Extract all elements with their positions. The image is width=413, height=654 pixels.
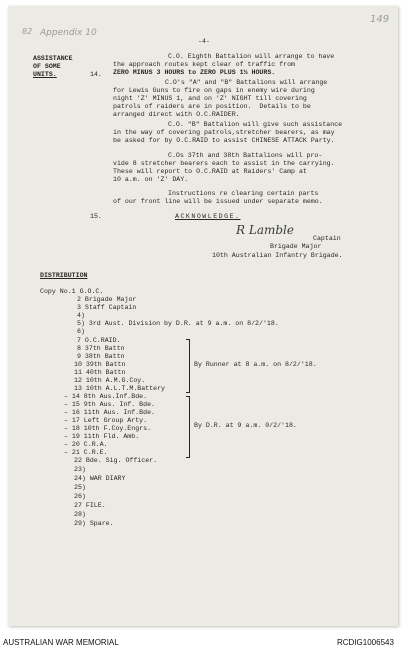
handwritten-signature: R Lamble [236,223,294,237]
runner-delivery-note: By Runner at 8 a.m. on 8/2/'18. [194,361,317,368]
folio-number: 149 [370,14,390,25]
para-line: C.Os 37th and 38th Battalions will pro- [168,152,323,159]
copy-line: – 19 11th Fld. Amb. [64,433,140,440]
copy-line: 12 10th A.M.G.Coy. [74,377,146,384]
para-line: C.O's "A" and "B" Battalions will arrange [165,79,328,86]
copy-line: 2 Brigade Major [77,296,137,303]
copy-line: 24) WAR DIARY [74,475,126,482]
para-line: be asked for by O.C.RAID to assist CHINESE ATTACK Party. [113,137,335,144]
para-line: of our front line will be issued under separate memo. [113,198,323,205]
margin-heading-line-1: ASSISTANCE [33,55,73,62]
para-line: the approach routes kept clear of traffic from [113,61,296,68]
copy-line: – 21 C.R.E. [64,449,108,456]
copy-line: 25) [74,484,86,491]
brace-dr [186,396,190,458]
para-line: 10 a.m. on 'Z' DAY. [113,176,189,183]
para-line: Instructions re clearing certain parts [168,190,319,197]
copy-line: – 14 8th Aus.Inf.Bde. [64,393,148,400]
para-line: These will report to O.C.RAID at Raiders' Camp at [113,168,307,175]
footer-reference: RCDIG1006543 [337,638,394,647]
copy-line: 11 40th Battn [74,369,126,376]
page-corner-annotation: 82 [22,27,33,36]
copy-line: – 16 11th Aus. Inf.Bde. [64,409,156,416]
brace-runner [186,339,190,393]
copy-line: 7 O.C.RAID. [77,337,121,344]
copy-line: – 17 Left Group Arty. [64,417,148,424]
copy-line: – 20 C.R.A. [64,441,108,448]
para-line: for Lewis Guns to fire on gaps in enemy wire during [113,87,315,94]
para-line: in the way of covering patrols,stretcher bearers, as may [113,129,335,136]
copy-line: 23) [74,466,86,473]
paragraph-15-number: 15. [90,213,102,220]
para-line: C.O. Eighth Battalion will arrange to have [168,53,335,60]
copy-line: – 15 9th Aus. Inf. Bde. [64,401,156,408]
copy-line: 6) [77,328,85,335]
para-line: ZERO MINUS 3 HOURS to ZERO PLUS 1½ HOURS. [113,69,276,76]
distribution-heading: DISTRIBUTION [40,272,88,279]
para-line: C.O. "B" Battalion will give such assistance [168,121,343,128]
copy-line: 27 FILE. [74,502,106,509]
copy-line: 22 Bde. Sig. Officer. [74,457,158,464]
copy-line: – 18 10th F.Coy.Engrs. [64,425,152,432]
copy-line: 3 Staff Captain [77,304,137,311]
para-line: vide 8 stretcher bearers each to assist in the carrying. [113,160,335,167]
page-number: -4- [198,38,210,45]
copy-line: 28) [74,511,86,518]
paragraph-14-number: 14. [90,71,102,78]
para-line: arranged direct with O.C.RAIDER. [113,111,240,118]
copy-line: 26) [74,493,86,500]
acknowledge-heading: ACKNOWLEDGE. [175,213,241,220]
copy-line: 13 10th A.L.T.M.Battery [74,385,166,392]
para-line: patrols of raiders are in position. Details to be [113,103,311,110]
para-line: night 'Z' MINUS 1, and on 'Z' NIGHT till covering [113,95,307,102]
signatory-appointment: Brigade Major [270,243,322,250]
signatory-unit: 10th Australian Infantry Brigade. [212,252,343,259]
dr-delivery-note: By D.R. at 9 a.m. 0/2/'18. [194,422,297,429]
margin-heading-line-2: OF SOME [33,63,61,70]
copy-line: 4) [77,312,85,319]
signatory-rank: Captain [313,235,341,242]
appendix-annotation: Appendix 10 [40,28,97,38]
copy-line: 29) Spare. [74,520,114,527]
copy-line: Copy No.1 G.O.C. [40,288,104,295]
copy-line: 10 39th Battn [74,361,126,368]
footer-source: AUSTRALIAN WAR MEMORIAL [3,638,119,647]
copy-line: 5) 3rd Aust. Division by D.R. at 9 a.m. on 8/2/'18. [77,320,279,327]
copy-line: 8 37th Battn [77,345,125,352]
margin-heading-line-3: UNITS. [33,71,57,78]
copy-line: 9 38th Battn [77,353,125,360]
